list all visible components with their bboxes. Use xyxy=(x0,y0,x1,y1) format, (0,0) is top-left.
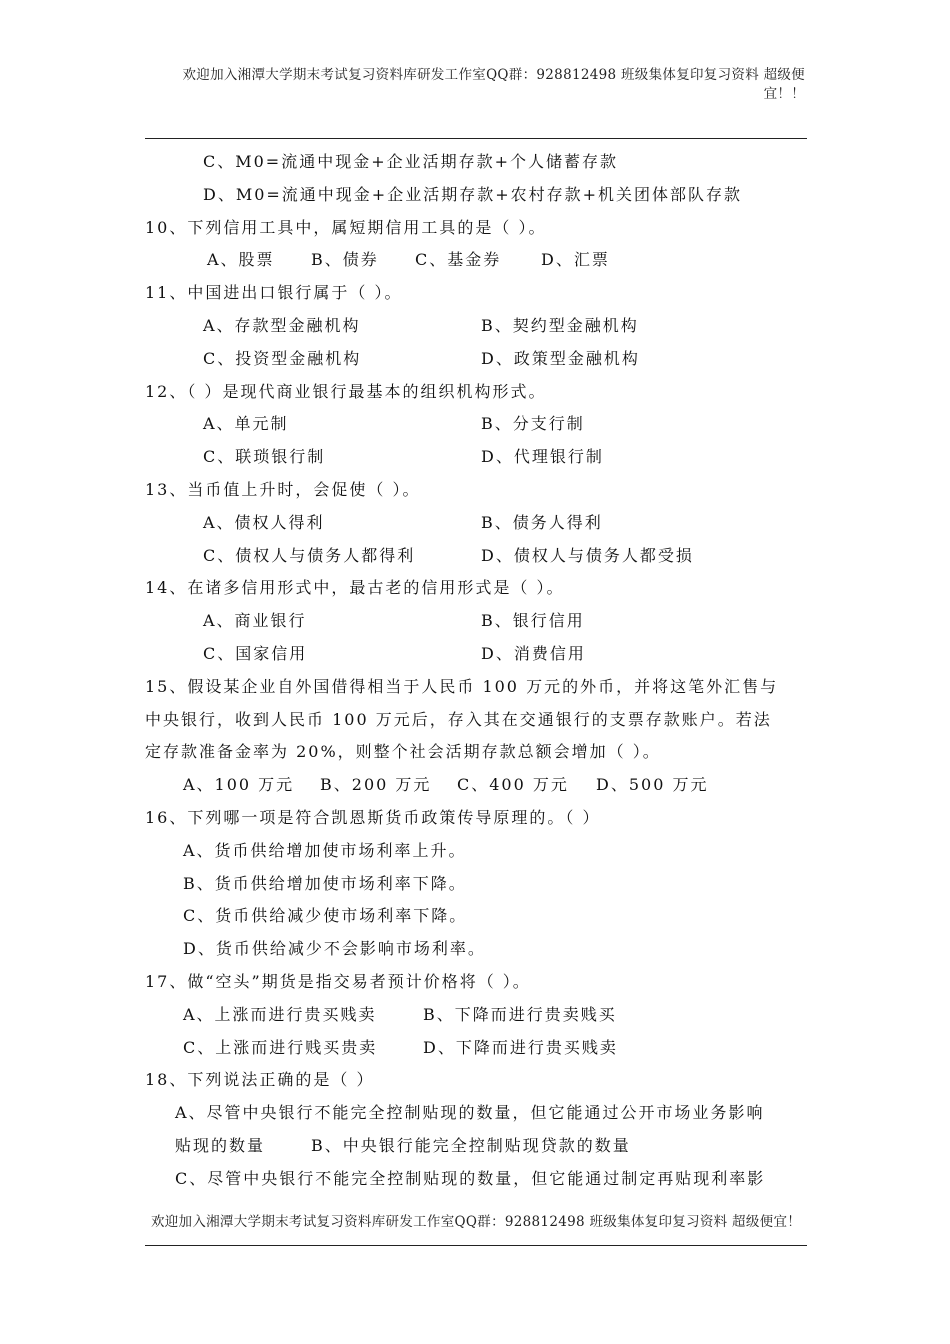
q13-options-row2 xyxy=(145,540,807,573)
q18-option-a-cont: 贴现的数量 xyxy=(175,1135,266,1155)
q18-option-a-line2 xyxy=(145,1130,807,1163)
q17-option-c: C、上涨而进行贱买贵卖 xyxy=(183,1037,378,1057)
q14-option-c: C、国家信用 xyxy=(203,643,308,663)
q15-option-d: D、500 万元 xyxy=(596,775,709,795)
q12-option-a: A、单元制 xyxy=(203,414,289,434)
q12-option-b: B、分支行制 xyxy=(481,414,585,434)
q17-option-d: D、下降而进行贵买贱卖 xyxy=(423,1037,618,1057)
q13-stem: 13、当币值上升时，会促使（ ）。 xyxy=(145,479,421,499)
q10-option-b: B、债券 xyxy=(311,250,379,270)
q12-option-d: D、代理银行制 xyxy=(481,447,604,467)
q9-option-c: C、M0=流通中现金+企业活期存款+个人储蓄存款 xyxy=(203,152,619,171)
page-footer: 欢迎加入湘潭大学期末考试复习资料库研发工作室QQ群：928812498 班级集体复印复习资料 超级便宜！ xyxy=(150,1214,802,1230)
q11-stem: 11、中国进出口银行属于（ ）。 xyxy=(145,283,403,303)
q11-option-a: A、存款型金融机构 xyxy=(203,315,361,335)
q17-option-b: B、下降而进行贵卖贱买 xyxy=(423,1004,617,1024)
q15-option-c: C、400 万元 xyxy=(457,775,569,795)
q15-stem-line3: 定存款准备金率为 20%，则整个社会活期存款总额会增加（ ）。 xyxy=(145,742,661,762)
q16-stem: 16、下列哪一项是符合凯恩斯货币政策传导原理的。（ ） xyxy=(145,807,601,827)
page-header xyxy=(145,66,805,104)
q15-options xyxy=(145,769,807,802)
q15-stem-line2: 中央银行，收到人民币 100 万元后，存入其在交通银行的支票存款账户。若法 xyxy=(145,709,772,729)
q11-option-c: C、投资型金融机构 xyxy=(203,348,362,368)
q11-options-row2 xyxy=(145,343,807,376)
q17-stem: 17、做“空头”期货是指交易者预计价格将（ ）。 xyxy=(145,971,531,991)
q13-option-c: C、债权人与债务人都得利 xyxy=(203,545,416,565)
q15-option-b: B、200 万元 xyxy=(320,775,432,795)
q13-option-d: D、债权人与债务人都受损 xyxy=(481,545,694,565)
q11-option-b: B、契约型金融机构 xyxy=(481,315,639,335)
q10-stem: 10、下列信用工具中，属短期信用工具的是（ ）。 xyxy=(145,217,547,237)
q10-option-c: C、基金券 xyxy=(415,250,502,270)
q13-option-a: A、债权人得利 xyxy=(203,512,325,532)
q10-options xyxy=(145,244,807,277)
header-line-1: 欢迎加入湘潭大学期末考试复习资料库研发工作室QQ群：928812498 班级集体复印复习资料 超级便 xyxy=(182,67,805,83)
header-rule xyxy=(145,138,807,139)
q18-option-c-line1: C、尽管中央银行不能完全控制贴现的数量，但它能通过制定再贴现利率影 xyxy=(175,1168,766,1188)
q18-stem: 18、下列说法正确的是（ ） xyxy=(145,1070,375,1090)
q14-option-b: B、银行信用 xyxy=(481,611,585,631)
q17-options-row1 xyxy=(145,999,807,1032)
q13-option-b: B、债务人得利 xyxy=(481,512,603,532)
q14-stem: 14、在诸多信用形式中，最古老的信用形式是（ ）。 xyxy=(145,578,565,598)
q16-option-c: C、货币供给减少使市场利率下降。 xyxy=(183,906,468,926)
q11-option-d: D、政策型金融机构 xyxy=(481,348,640,368)
q16-option-d: D、货币供给减少不会影响市场利率。 xyxy=(183,939,486,959)
q11-options-row1 xyxy=(145,310,807,343)
q14-options-row1 xyxy=(145,605,807,638)
q15-option-a: A、100 万元 xyxy=(183,775,295,795)
q14-options-row2 xyxy=(145,638,807,671)
q12-stem: 12、（ ）是现代商业银行最基本的组织机构形式。 xyxy=(145,381,547,401)
q16-option-b: B、货币供给增加使市场利率下降。 xyxy=(183,873,467,893)
q16-option-a: A、货币供给增加使市场利率上升。 xyxy=(183,840,467,860)
q15-stem-line1: 15、假设某企业自外国借得相当于人民币 100 万元的外币，并将这笔外汇售与 xyxy=(145,676,779,696)
q18-option-b: B、中央银行能完全控制贴现贷款的数量 xyxy=(311,1135,631,1155)
q13-options-row1 xyxy=(145,507,807,540)
header-line-2: 宜！！ xyxy=(763,86,805,102)
footer-rule xyxy=(145,1245,807,1246)
q14-option-a: A、商业银行 xyxy=(203,611,307,631)
q17-options-row2 xyxy=(145,1032,807,1065)
q10-option-d: D、汇票 xyxy=(541,250,610,270)
q10-option-a: A、股票 xyxy=(207,250,275,270)
q12-option-c: C、联琐银行制 xyxy=(203,447,326,467)
q9-option-d: D、M0=流通中现金+企业活期存款+农村存款+机关团体部队存款 xyxy=(203,184,743,204)
q14-option-d: D、消费信用 xyxy=(481,643,586,663)
question-list xyxy=(145,146,807,1196)
q18-option-a-line1: A、尽管中央银行不能完全控制贴现的数量，但它能通过公开市场业务影响 xyxy=(175,1103,765,1123)
q17-option-a: A、上涨而进行贵买贱卖 xyxy=(183,1004,377,1024)
q12-options-row1 xyxy=(145,408,807,441)
q12-options-row2 xyxy=(145,441,807,474)
